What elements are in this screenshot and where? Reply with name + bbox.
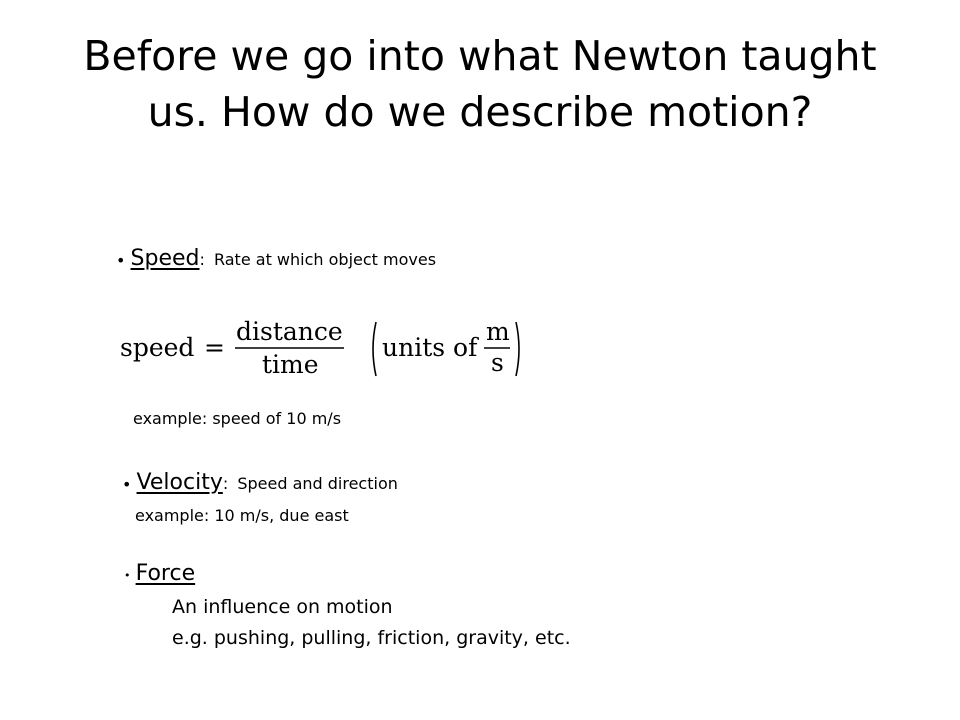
velocity-colon: : <box>222 474 229 493</box>
left-paren <box>373 322 376 376</box>
title-line-2: us. How do we describe motion? <box>147 88 813 136</box>
bullet-dot: • <box>116 251 126 270</box>
force-line-2: e.g. pushing, pulling, friction, gravity, etc. <box>172 627 571 649</box>
velocity-term: Velocity <box>136 470 223 495</box>
speed-bullet-row <box>116 246 436 271</box>
force-term: Force <box>135 561 196 586</box>
formula-units-num: m <box>486 318 510 346</box>
title-line-1: Before we go into what Newton taught <box>83 32 877 80</box>
speed-example: example: speed of 10 m/s <box>133 409 342 428</box>
force-line-1: An influence on motion <box>172 596 393 618</box>
formula-equals: = <box>204 333 225 362</box>
formula-denominator: time <box>262 350 319 379</box>
formula-units-prefix: units of <box>382 333 478 362</box>
formula-numerator: distance <box>236 318 343 346</box>
slide-title <box>0 28 960 140</box>
bullet-dot: • <box>124 569 131 582</box>
speed-colon: : <box>199 250 205 269</box>
speed-formula <box>118 318 528 380</box>
velocity-definition: Speed and direction <box>237 474 398 493</box>
formula-units-den: s <box>491 348 504 377</box>
right-paren <box>516 322 519 376</box>
bullet-dot: • <box>122 475 132 494</box>
speed-definition: Rate at which object moves <box>213 250 437 269</box>
force-bullet-row <box>124 561 195 586</box>
speed-term: Speed <box>130 246 200 271</box>
velocity-example: example: 10 m/s, due east <box>135 506 349 525</box>
velocity-bullet-row <box>122 470 398 495</box>
formula-lhs: speed <box>120 333 195 362</box>
